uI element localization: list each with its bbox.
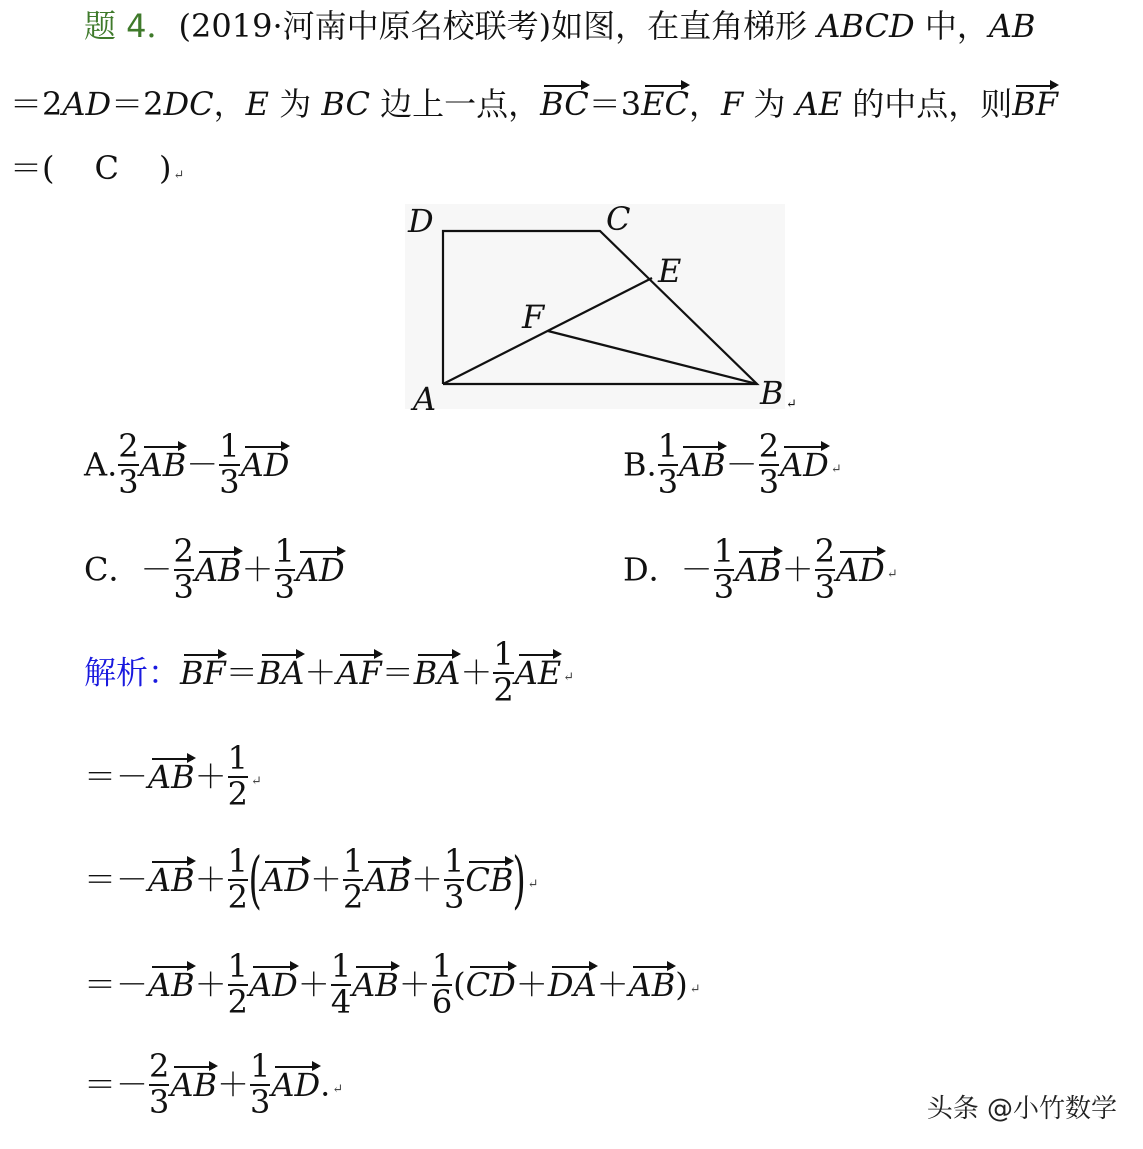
- vector-ab: AB: [194, 550, 242, 589]
- return-mark: ↵: [786, 397, 797, 412]
- problem-text: 中，: [924, 7, 989, 45]
- big-paren-close: ): [512, 842, 527, 916]
- segment-dc: DC: [163, 85, 214, 123]
- big-paren-open: (: [248, 842, 262, 916]
- text: ，: [688, 85, 721, 123]
- answer: C: [94, 149, 119, 187]
- return-mark: ↵: [830, 462, 842, 478]
- vector-ab: AB: [364, 860, 411, 899]
- trapezoid-figure: [400, 196, 810, 416]
- solution-line-1: 解析：BF＝BA＋AF＝BA＋ $\frac{1}{2}$ AE ↵: [84, 635, 575, 709]
- text: ＝2: [10, 85, 63, 123]
- return-mark: ↵: [689, 982, 701, 998]
- option-a-label: A.: [84, 445, 118, 484]
- vector-cd: CD: [465, 965, 516, 1004]
- point-e: E: [245, 85, 270, 123]
- text: ＝3: [588, 85, 642, 123]
- vector-af: AF: [336, 653, 382, 692]
- vector-ab: AB: [352, 965, 399, 1004]
- solution-line-4: ＝－AB＋ $\frac{1}{2}$ AD＋ $\frac{1}{4}$ AB＋ $\frac{1}{6}$ (CD＋DA＋AB) ↵: [84, 947, 701, 1021]
- vector-bf: BF: [180, 653, 226, 692]
- return-mark: ↵: [173, 168, 185, 183]
- vector-ec: EC: [641, 85, 689, 123]
- vector-ab: AB: [679, 445, 726, 484]
- trapezoid-name: ABCD: [817, 7, 915, 45]
- vector-bc: BC: [540, 85, 589, 123]
- vector-ab: AB: [139, 445, 187, 484]
- solution-line-2: ＝－AB＋ $\frac{1}{2}$ ↵: [84, 739, 262, 813]
- vector-ab: AB: [735, 550, 782, 589]
- option-c-label: C．: [84, 550, 141, 589]
- problem-source: (2019·河南中原名校联考): [178, 7, 552, 45]
- problem-number: 题 4．: [84, 7, 179, 45]
- option-d-label: D．: [623, 550, 681, 589]
- vector-ad: AD: [240, 445, 290, 484]
- vector-ad: AD: [836, 550, 885, 589]
- vector-ad: AD: [295, 550, 345, 589]
- problem-line-1: [84, 7, 1036, 45]
- vector-ad: AD: [780, 445, 829, 484]
- text: 为: [279, 85, 312, 123]
- text: 边上一点，: [380, 85, 541, 123]
- label-f: F: [522, 298, 545, 336]
- label-d: D: [408, 202, 434, 240]
- vector-da: DA: [547, 965, 597, 1004]
- vector-cb: CB: [465, 860, 514, 899]
- problem-line-2: ＝2AD＝2DC，E 为 BC 边上一点，BC＝3EC，F 为 AE 的中点，则BF: [10, 85, 1058, 123]
- option-b[interactable]: B. $\frac{1}{3}$ AB－ $\frac{2}{3}$ AD ↵: [623, 427, 842, 501]
- text: 为: [753, 85, 786, 123]
- vector-ab: AB: [170, 1065, 218, 1104]
- vector-ba: BA: [257, 653, 305, 692]
- vector-ad: AD: [261, 860, 310, 899]
- watermark: 头条 @小竹数学: [926, 1094, 1117, 1124]
- label-e: E: [658, 252, 682, 290]
- solution-line-3: ＝－AB＋ $\frac{1}{2}$ (AD＋ $\frac{1}{2}$ AB＋ $\frac{1}{3}$ CB)↵: [84, 842, 539, 916]
- segment-bc: BC: [321, 85, 370, 123]
- option-a[interactable]: A. $\frac{2}{3}$ AB－ $\frac{1}{3}$ AD: [84, 427, 290, 501]
- return-mark: ↵: [886, 567, 898, 583]
- segment-ae: AE: [795, 85, 843, 123]
- point-f: F: [721, 85, 744, 123]
- problem-line-3: [10, 149, 185, 187]
- text: ＝2: [111, 85, 164, 123]
- return-mark: ↵: [332, 1082, 344, 1098]
- vector-ab: AB: [148, 860, 195, 899]
- analysis-label: 解析：: [84, 653, 181, 692]
- option-b-label: B.: [623, 445, 657, 484]
- text: ): [158, 149, 172, 187]
- vector-ad: AD: [249, 965, 298, 1004]
- segment-ab: AB: [988, 7, 1036, 45]
- return-mark: ↵: [563, 670, 575, 686]
- vector-ad: AD: [271, 1065, 321, 1104]
- vector-ab: AB: [628, 965, 676, 1004]
- option-d[interactable]: D．－ $\frac{1}{3}$ AB＋ $\frac{2}{3}$ AD ↵: [623, 532, 898, 606]
- problem-text: 如图，在直角梯形: [551, 7, 808, 45]
- segment-ad: AD: [62, 85, 112, 123]
- label-a: A: [413, 380, 437, 416]
- option-c[interactable]: C．－ $\frac{2}{3}$ AB＋ $\frac{1}{3}$ AD: [84, 532, 345, 606]
- vector-ab: AB: [148, 757, 195, 796]
- vector-ae: AE: [514, 653, 562, 692]
- return-mark: ↵: [251, 774, 262, 790]
- text: ＝(: [10, 149, 55, 187]
- vector-bf: BF: [1012, 85, 1058, 123]
- vector-ab: AB: [148, 965, 195, 1004]
- label-b: B: [760, 374, 784, 412]
- label-c: C: [606, 200, 631, 238]
- solution-line-5: ＝－ $\frac{2}{3}$ AB＋ $\frac{1}{3}$ AD. ↵: [84, 1047, 344, 1121]
- vector-ba: BA: [413, 653, 461, 692]
- text: 的中点，则: [852, 85, 1013, 123]
- return-mark: ↵: [527, 877, 539, 893]
